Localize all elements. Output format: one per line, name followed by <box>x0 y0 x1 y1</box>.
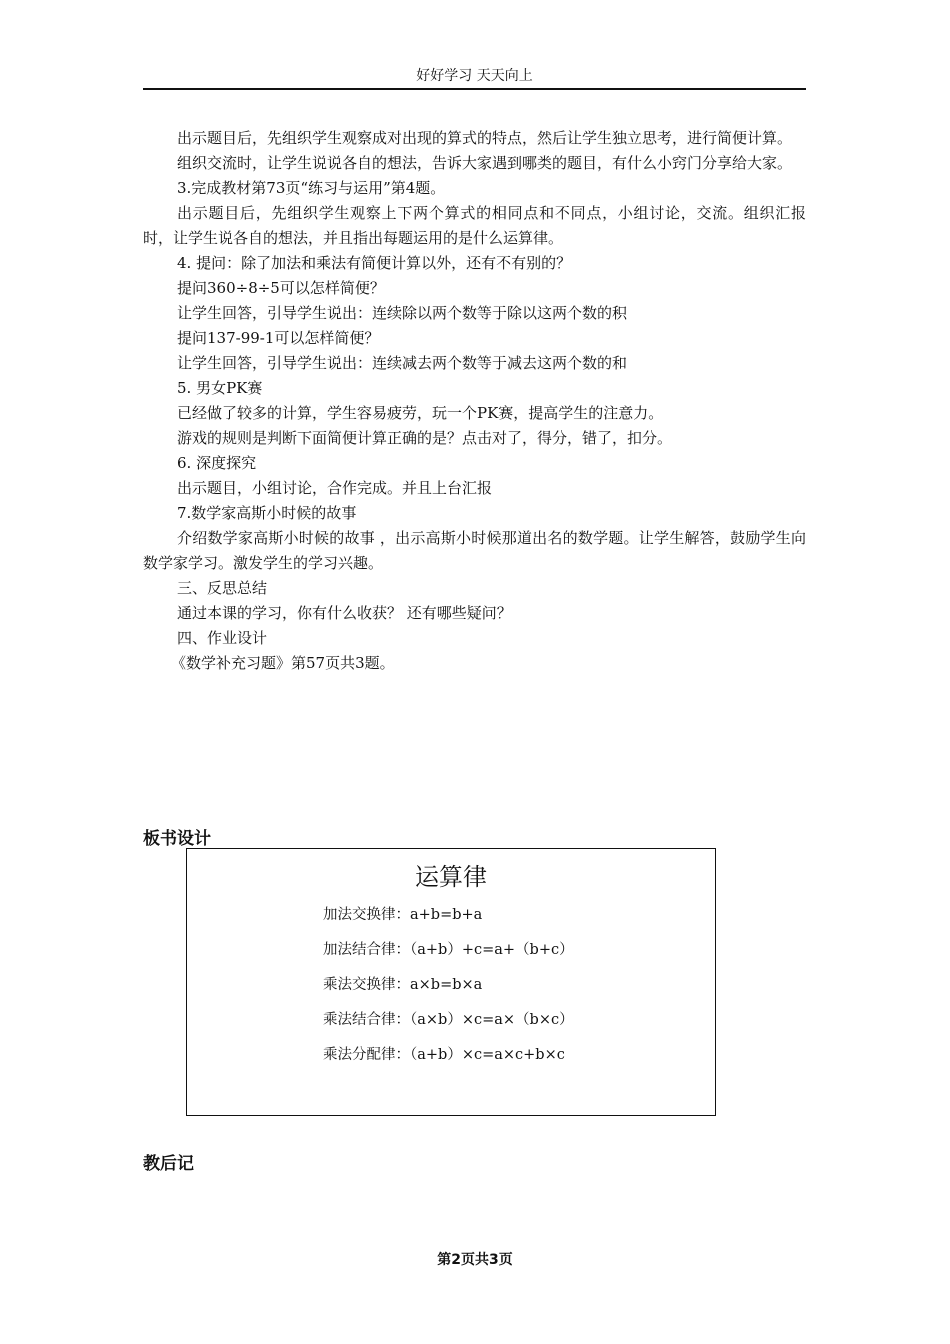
paragraph: 出示题目，小组讨论，合作完成。并且上台汇报 <box>177 479 493 497</box>
paragraph: 让学生回答，引导学生说出：连续减去两个数等于减去这两个数的和 <box>177 354 628 372</box>
law-line: 乘法分配律：（a+b）×c=a×c+b×c <box>323 1047 565 1063</box>
law-line: 加法结合律：（a+b）+c=a+（b+c） <box>323 942 574 958</box>
paragraph: 组织交流时，让学生说说各自的想法，告诉大家遇到哪类的题目，有什么小窍门分享给大家。 <box>177 154 793 172</box>
paragraph: 提问137-99-1可以怎样简便？ <box>177 329 380 347</box>
paragraph: 4. 提问：除了加法和乘法有简便计算以外，还有不有别的？ <box>177 254 572 272</box>
lesson-body <box>143 126 806 676</box>
law-line: 乘法结合律：（a×b）×c=a×（b×c） <box>323 1012 574 1028</box>
page-number: 第2页共3页 <box>437 1252 513 1268</box>
blackboard-box <box>186 848 716 1116</box>
page-header: 好好学习 天天向上 <box>143 66 806 90</box>
paragraph: 《数学补充习题》第57页共3题。 <box>171 654 395 672</box>
paragraph: 游戏的规则是判断下面简便计算正确的是？点击对了，得分，错了，扣分。 <box>177 429 673 447</box>
paragraph: 提问360÷8÷5可以怎样简便？ <box>177 279 385 297</box>
paragraph: 7.数学家高斯小时候的故事 <box>177 504 357 522</box>
paragraph: 三、反思总结 <box>177 579 268 597</box>
paragraph: 6. 深度探究 <box>177 454 257 472</box>
paragraph: 通过本课的学习，你有什么收获？ 还有哪些疑问？ <box>177 604 512 622</box>
board-design-heading: 板书设计 <box>143 829 211 849</box>
paragraph: 出示题目后，先组织学生观察上下两个算式的相同点和不同点，小组讨论，交流。组织汇报时，让学生说各自的想法，并且指出每题运用的是什么运算律。 <box>143 204 806 247</box>
paragraph: 四、作业设计 <box>177 629 268 647</box>
paragraph: 已经做了较多的计算，学生容易疲劳，玩一个PK赛，提高学生的注意力。 <box>177 404 664 422</box>
paragraph: 介绍数学家高斯小时候的故事 ，出示高斯小时候那道出名的数学题。让学生解答，鼓励学生向数学家学习。激发学生的学习兴趣。 <box>143 529 806 572</box>
law-line: 加法交换律：a+b=b+a <box>323 907 483 923</box>
paragraph: 出示题目后，先组织学生观察成对出现的算式的特点，然后让学生独立思考，进行简便计算。 <box>177 129 793 147</box>
paragraph: 5. 男女PK赛 <box>177 379 263 397</box>
reflection-heading: 教后记 <box>143 1154 194 1174</box>
paragraph: 3.完成教材第73页“练习与运用”第4题。 <box>177 179 446 197</box>
law-line: 乘法交换律：a×b=b×a <box>323 977 483 993</box>
board-title: 运算律 <box>415 863 487 891</box>
paragraph: 让学生回答，引导学生说出：连续除以两个数等于除以这两个数的积 <box>177 304 628 322</box>
